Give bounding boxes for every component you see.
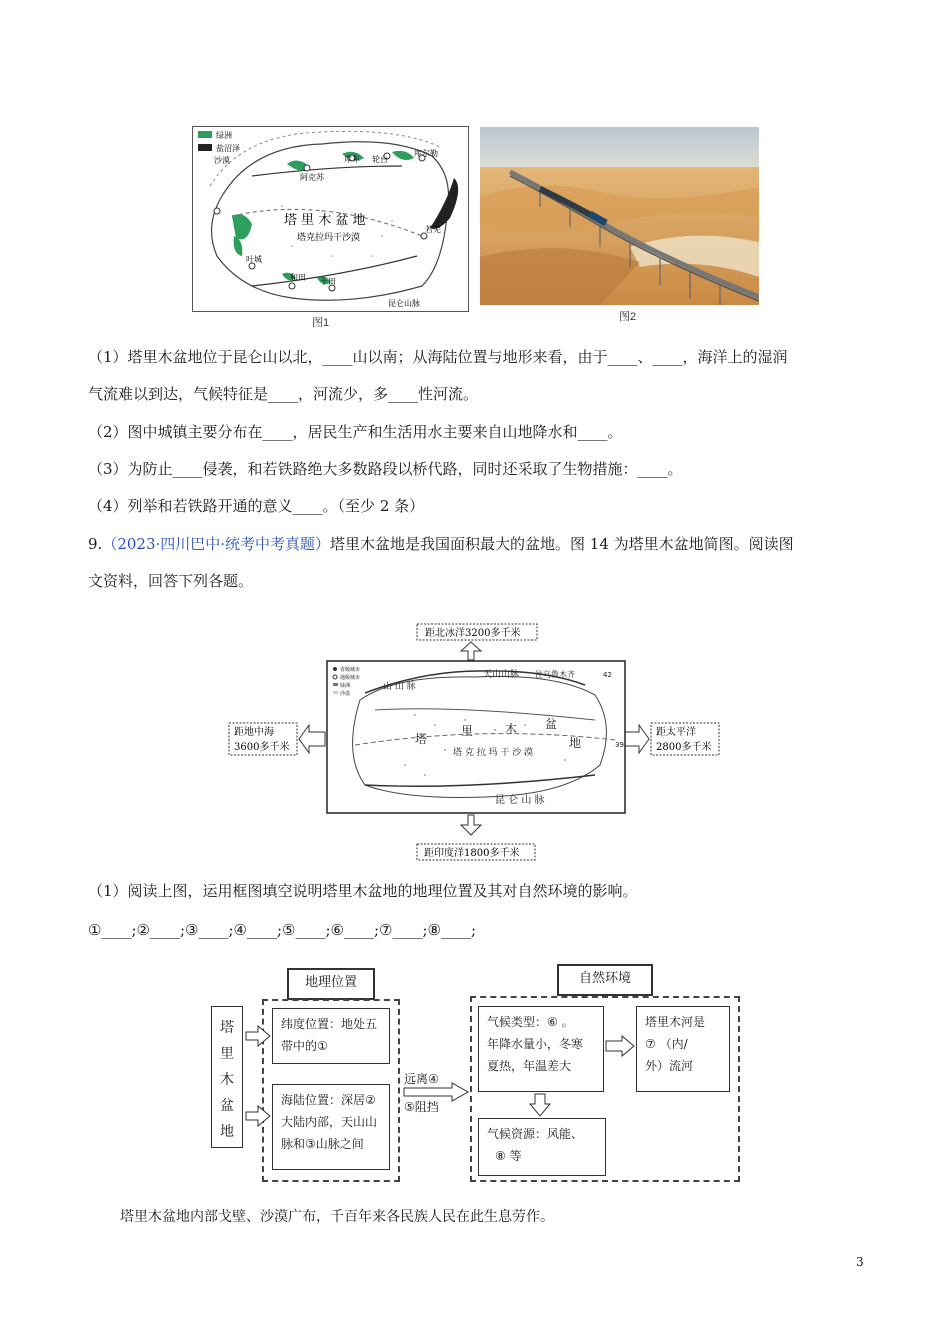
town-luntai: 轮台 bbox=[372, 155, 388, 164]
map-urumqi: 往乌鲁木齐 bbox=[535, 670, 575, 679]
climate-line2: 年降水量小，冬寒 bbox=[487, 1037, 584, 1051]
map-desert-label: 塔 克 拉 玛 干 沙 漠 bbox=[453, 748, 534, 758]
desert-label: 塔克拉玛干沙漠 bbox=[297, 233, 361, 243]
q9-part1: （1）阅读上图，运用框图填空说明塔里木盆地的地理位置及其对自然环境的影响。 bbox=[88, 882, 638, 900]
town-korla: 库尔勒 bbox=[414, 149, 438, 158]
q9-blanks: ①____;②____;③____;④____;⑤____;⑥____;⑦____;⑧____; bbox=[88, 921, 477, 939]
map-basin-char-4: 盆 bbox=[545, 717, 558, 731]
climate-line1: 气候类型：⑥ 。 bbox=[487, 1015, 574, 1029]
east-distance-label: 距太平洋 bbox=[656, 727, 696, 738]
river-box bbox=[636, 1006, 730, 1092]
map-legend-desert: 沙漠 bbox=[340, 691, 351, 697]
sea-land-line2: 大陆内部，天山山 bbox=[281, 1115, 378, 1129]
resource-line2: ⑧ 等 bbox=[495, 1149, 522, 1163]
desert-railway-photo bbox=[480, 127, 759, 305]
climate-line3: 夏热，年温差大 bbox=[487, 1059, 572, 1073]
q8-part1-line1: （1）塔里木盆地位于昆仑山以北，____山以南；从海陆位置与地形来看，由于____、____，海洋上的湿润 bbox=[88, 348, 788, 366]
river-line2: ⑦ （内/ bbox=[645, 1037, 688, 1051]
figure-1-map bbox=[192, 126, 469, 312]
tarim-sketch-map bbox=[192, 126, 469, 312]
q8-part4: （4）列举和若铁路开通的意义____。（至少 2 条） bbox=[88, 497, 425, 515]
legend-saltmarsh: 盐沼泽 bbox=[216, 144, 240, 153]
q9-source-link[interactable]: （2023·四川巴中·统考中考真题） bbox=[102, 535, 331, 553]
arrow-to-resource bbox=[528, 1092, 552, 1118]
town-ruoqiang: 若羌 bbox=[425, 225, 441, 234]
map-basin-char-1: 塔 bbox=[415, 732, 428, 746]
legend-oasis-swatch bbox=[198, 131, 212, 138]
center-arrow bbox=[402, 1082, 470, 1102]
q8-part1-line2: 气流难以到达，气候特征是____，河流少，多____性河流。 bbox=[88, 385, 479, 403]
legend-saltmarsh-swatch bbox=[198, 144, 212, 151]
town-hotan: 和田 bbox=[290, 273, 306, 282]
sea-land-line1: 海陆位置：深居② bbox=[281, 1093, 376, 1107]
map-mountain-west: 山 山 脉 bbox=[383, 682, 416, 692]
map-basin-char-3: 木 bbox=[505, 722, 518, 736]
figure-1-caption: 图1 bbox=[312, 317, 330, 329]
q8-part3: （3）为防止____侵袭，和若铁路绝大多数路段以桥代路，同时还采取了生物措施：____。 bbox=[88, 460, 683, 478]
arrow-label-far: 远离④ bbox=[404, 1072, 439, 1086]
west-distance-label: 距地中海 bbox=[234, 727, 274, 738]
kunlun-label: 昆仑山脉 bbox=[388, 299, 420, 308]
map-legend-oasis: 绿洲 bbox=[340, 683, 351, 689]
q9-intro-text: 塔里木盆地是我国面积最大的盆地。图 14 为塔里木盆地简图。阅读图 bbox=[330, 535, 794, 553]
arrow-label-block: ⑤阻挡 bbox=[404, 1100, 439, 1114]
latitude-box bbox=[272, 1008, 390, 1064]
river-line3: 外）流河 bbox=[645, 1059, 694, 1073]
south-distance: 距印度洋1800多千米 bbox=[424, 848, 520, 859]
sea-land-box bbox=[272, 1084, 390, 1170]
q8-part2: （2）图中城镇主要分布在____，居民生产和生活用水主要来自山地降水和____。 bbox=[88, 423, 623, 441]
basin-label: 塔 里 木 盆 地 bbox=[284, 213, 366, 228]
latitude-line2: 带中的① bbox=[281, 1039, 328, 1053]
town-kuqa: 库车 bbox=[344, 155, 360, 164]
map-basin-char-5: 地 bbox=[569, 736, 582, 750]
q9-intro-line1 bbox=[88, 535, 794, 553]
figure-2-caption: 图2 bbox=[619, 311, 637, 323]
river-line1: 塔里木河是 bbox=[645, 1015, 706, 1029]
subject-box bbox=[211, 1006, 243, 1148]
q9-closing-text: 塔里木盆地内部戈壁、沙漠广布，千百年来各民族人民在此生息劳作。 bbox=[120, 1209, 554, 1225]
resource-box bbox=[478, 1118, 606, 1176]
legend-oasis: 绿洲 bbox=[216, 131, 232, 140]
map-lat-39: 39 bbox=[615, 741, 624, 749]
subject-char-4: 盆 bbox=[220, 1098, 234, 1114]
sea-land-line3: 脉和③山脉之间 bbox=[281, 1137, 364, 1151]
north-distance: 距北冰洋3200多千米 bbox=[425, 628, 521, 639]
subject-char-5: 地 bbox=[220, 1124, 234, 1140]
town-yutian: 于田 bbox=[320, 277, 336, 286]
west-distance-value: 3600多千米 bbox=[234, 742, 290, 753]
map-legend-prefecture: 地级城市 bbox=[340, 675, 361, 681]
subject-char-2: 里 bbox=[220, 1046, 234, 1062]
map-tianshan: 天山山脉 bbox=[483, 670, 520, 680]
town-yecheng: 叶城 bbox=[246, 255, 262, 264]
map-legend-provincial: 省级城市 bbox=[340, 667, 361, 673]
subject-char-3: 木 bbox=[220, 1072, 234, 1088]
page-number: 3 bbox=[856, 1255, 864, 1269]
map-kunlun-label: 昆 仑 山 脉 bbox=[495, 795, 545, 806]
climate-box bbox=[478, 1006, 604, 1092]
arrow-to-river bbox=[604, 1034, 636, 1058]
subject-char-1: 塔 bbox=[220, 1020, 234, 1036]
subject-arrows bbox=[244, 1020, 274, 1140]
nature-title: 自然环境 bbox=[557, 964, 653, 996]
resource-line1: 气候资源：风能、 bbox=[487, 1127, 584, 1141]
q9-number: 9. bbox=[88, 535, 103, 553]
figure-14-map bbox=[225, 615, 735, 863]
figure-2-photo bbox=[480, 127, 759, 305]
geo-position-title: 地理位置 bbox=[287, 968, 375, 1000]
map-basin-char-2: 里 bbox=[461, 724, 474, 738]
arrow-to-sea-land bbox=[246, 1106, 270, 1126]
tarim-location-map bbox=[225, 615, 735, 863]
latitude-line1: 纬度位置：地处五 bbox=[281, 1017, 378, 1031]
map-lat-42: 42 bbox=[603, 671, 612, 679]
legend-desert: 沙漠 bbox=[214, 156, 230, 165]
q9-intro-line2: 文资料，回答下列各题。 bbox=[88, 572, 254, 590]
town-aksu: 阿克苏 bbox=[300, 173, 324, 182]
east-distance-value: 2800多千米 bbox=[656, 742, 712, 753]
arrow-to-latitude bbox=[246, 1026, 270, 1046]
